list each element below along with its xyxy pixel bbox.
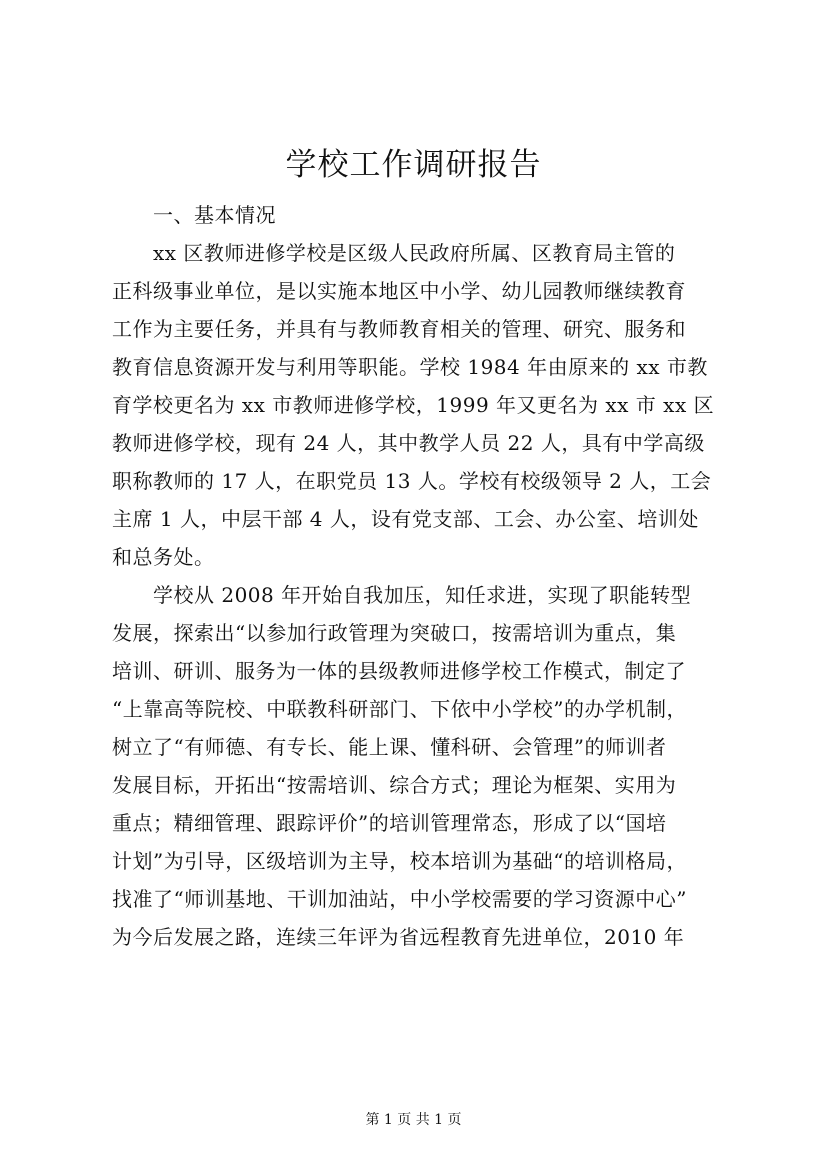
text-line: 为今后发展之路，连续三年评为省远程教育先进单位，2010 年: [112, 925, 685, 949]
text-line: 计划”为引导，区级培训为主导，校本培训为基础“的培训格局，: [112, 849, 687, 873]
text-line: 学校从 2008 年开始自我加压，知任求进，实现了职能转型: [153, 583, 692, 607]
text-line: 工作为主要任务，并具有与教师教育相关的管理、研究、服务和: [112, 317, 686, 341]
text-line: xx 区教师进修学校是区级人民政府所属、区教育局主管的: [153, 241, 676, 265]
text-line: 主席 1 人，中层干部 4 人，设有党支部、工会、办公室、培训处: [112, 507, 699, 531]
text-line: 重点；精细管理、跟踪评价”的培训管理常态，形成了以“国培: [112, 811, 667, 835]
text-line: 和总务处。: [112, 545, 215, 569]
text-line: 发展，探索出“以参加行政管理为突破口，按需培训为重点，集: [112, 621, 677, 645]
text-line: 发展目标，开拓出“按需培训、综合方式；理论为框架、实用为: [112, 773, 677, 797]
text-line: 培训、研训、服务为一体的县级教师进修学校工作模式，制定了: [112, 659, 686, 683]
page-footer: 第 1 页 共 1 页: [365, 1112, 462, 1128]
document-body: [112, 196, 724, 956]
text-line: 育学校更名为 xx 市教师进修学校，1999 年又更名为 xx 市 xx 区: [112, 393, 715, 417]
text-line: 树立了“有师德、有专长、能上课、懂科研、会管理”的师训者: [112, 735, 667, 759]
document-title: 学校工作调研报告: [285, 147, 542, 183]
text-line: “上靠高等院校、中联教科研部门、下依中小学校”的办学机制，: [112, 697, 687, 721]
text-line: 教师进修学校，现有 24 人，其中教学人员 22 人，具有中学高级: [112, 431, 705, 455]
text-line: 一、基本情况: [153, 203, 276, 227]
text-line: 教育信息资源开发与利用等职能。学校 1984 年由原来的 xx 市教: [112, 355, 708, 379]
text-line: 职称教师的 17 人，在职党员 13 人。学校有校级领导 2 人，工会: [112, 469, 712, 493]
text-line: 正科级事业单位，是以实施本地区中小学、幼儿园教师继续教育: [112, 279, 686, 303]
text-line: 找准了“师训基地、干训加油站，中小学校需要的学习资源中心”: [112, 887, 687, 911]
